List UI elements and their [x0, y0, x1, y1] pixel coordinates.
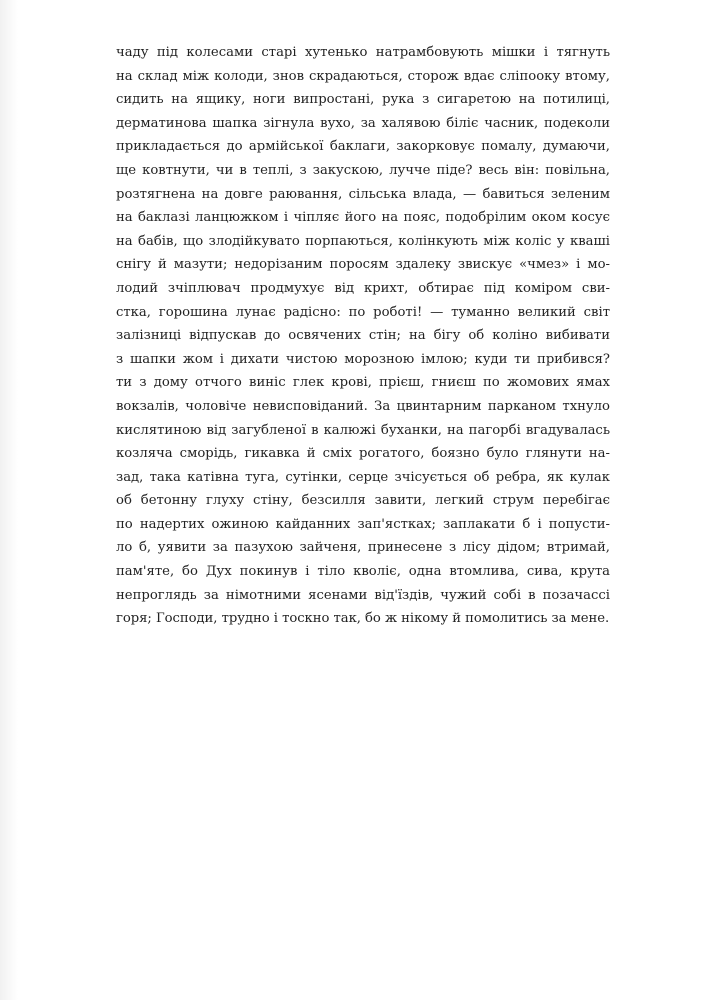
text-line-14: з шапки жом і дихати чистою морозною імлою; куди ти прибився? — [116, 351, 610, 367]
text-line-2: на склад між колоди, знов скрадаються, сторож вдає сліпооку втому, — [116, 68, 610, 84]
text-line-19: зад, така катівна туга, сутінки, серце зчісується об ребра, як кулак — [116, 469, 610, 485]
text-line-25: горя; Господи, трудно і тоскно так, бо ж нікому й помолитись за мене. — [116, 611, 610, 627]
text-line-4: дерматинова шапка зігнула вухо, за халявою біліє часник, подеколи — [116, 115, 610, 131]
text-line-21: по надертих ожиною кайданних зап'ястках; заплакати б і попусти- — [116, 516, 610, 532]
text-line-1: чаду під колесами старі хутенько натрамбовують мішки і тягнуть — [116, 45, 610, 60]
text-line-15: ти з дому отчого виніс глек крові, прієш, гниєш по жомових ямах — [116, 375, 610, 391]
text-line-6: ще ковтнути, чи в теплі, з закускою, лучче піде? весь він: повільна, — [116, 162, 610, 178]
text-line-17: кислятиною від загубленої в калюжі буханки, на пагорбі вгадувалась — [116, 422, 610, 438]
text-line-23: пам'яте, бо Дух покинув і тіло кволіє, одна втомлива, сива, крута — [116, 564, 610, 580]
text-line-16: вокзалів, чоловіче невисповіданий. За цвинтарним парканом тхнуло — [116, 398, 610, 414]
text-line-22: ло б, уявити за пазухою зайченя, принесене з лісу дідом; втримай, — [116, 540, 610, 556]
text-line-3: сидить на ящику, ноги випростані, рука з сигаретою на потилиці, — [116, 92, 610, 108]
text-line-8: на баклазі ланцюжком і чіпляє його на пояс, подобрілим оком косує — [116, 210, 610, 226]
text-line-9: на бабів, що злодійкувато порпаються, колінкують між коліс у кваші — [116, 233, 610, 249]
text-line-18: козляча сморідь, гикавка й сміх рогатого, боязно було глянути на- — [116, 446, 610, 462]
text-line-20: об бетонну глуху стіну, безсилля завити, легкий струм перебігає — [116, 493, 610, 509]
text-line-13: залізниці відпускав до освячених стін; на бігу об коліно вибивати — [116, 328, 610, 344]
text-line-11: лодий зчіплювач продмухує від крихт, обтирає під коміром сви- — [116, 280, 610, 296]
text-line-24: непроглядь за німотними ясенами від'їздів, чужий собі в позачассі — [116, 587, 610, 603]
text-line-12: стка, горошина лунає радісно: по роботі! — туманно великий світ — [116, 304, 610, 320]
text-line-7: розтягнена на довге раювання, сільська влада, — бавиться зеленим — [116, 186, 610, 202]
text-line-10: снігу й мазути; недорізаним поросям здалеку звискує «чмез» і мо- — [116, 257, 610, 273]
body-text — [116, 41, 610, 631]
text-line-5: прикладається до армійської баклаги, закорковує помалу, думаючи, — [116, 139, 610, 155]
page-edge-shadow — [0, 0, 18, 1000]
